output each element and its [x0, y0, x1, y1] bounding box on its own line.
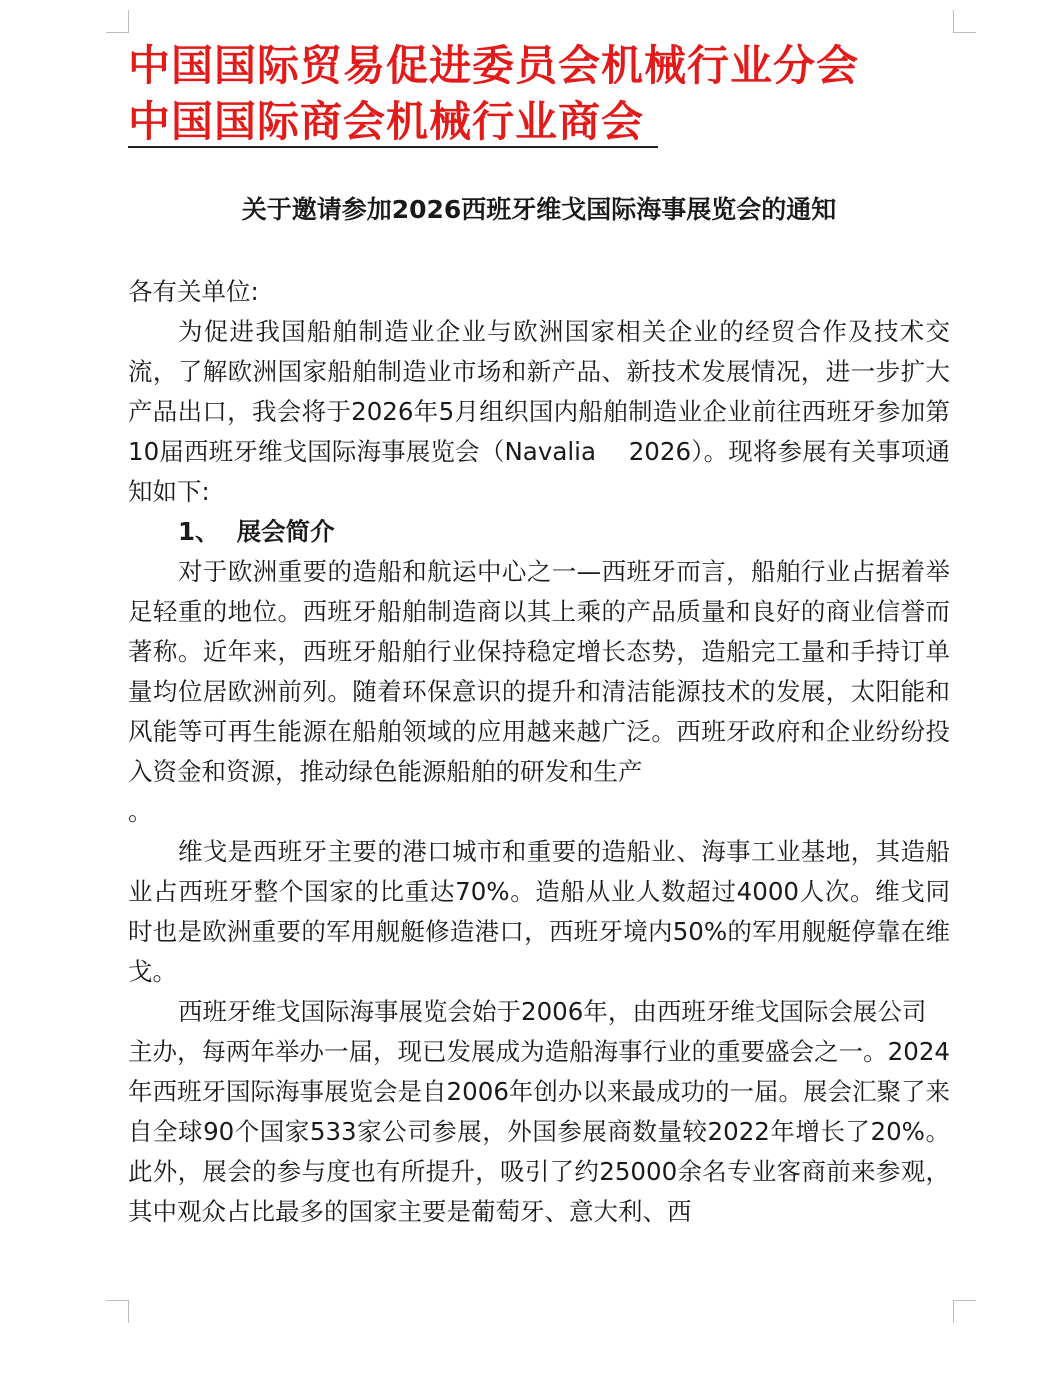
paragraph-1-tail: 。 [128, 797, 153, 826]
document-title: 关于邀请参加2026西班牙维戈国际海事展览会的通知 [241, 195, 837, 224]
crop-mark-bottom-right [953, 1300, 976, 1323]
intro-paragraph: 为促进我国船舶制造业企业与欧洲国家相关企业的经贸合作及技术交流，了解欧洲国家船舶制造业市场和新产品、新技术发展情况，进一步扩大产品出口，我会将于2026年5月组织国内船舶制造业企业前往西班牙参加第10届西班牙维戈国际海事展览会（Navalia 2026）。现将参展有关事项通知如下: [128, 317, 950, 506]
crop-mark-top-right [953, 10, 976, 33]
document-body [128, 272, 950, 1232]
letterhead-underline [128, 146, 658, 148]
letterhead-line-1: 中国国际贸易促进委员会机械行业分会 [128, 41, 860, 90]
paragraph-3-part-1: 西班牙维戈国际海事展览会始于2006年，由西班牙维戈国际会展公司 [178, 997, 927, 1026]
letterhead-line-2: 中国国际商会机械行业商会 [128, 97, 645, 146]
letterhead [128, 38, 928, 150]
salutation: 各有关单位: [128, 277, 259, 306]
paragraph-3-part-2: 主办，每两年举办一届，现已发展成为造船海事行业的重要盛会之一。2024年西班牙国际海事展览会是自2006年创办以来最成功的一届。展会汇聚了来自全球90个国家533家公司参展，外国参展商数量较2022年增长了20%。此外，展会的参与度也有所提升，吸引了约25000余名专业客商前来参观，其中观众占比最多的国家主要是葡萄牙、意大利、西 [128, 1037, 950, 1226]
section-1-title: 展会简介 [236, 517, 335, 546]
paragraph-1: 对于欧洲重要的造船和航运中心之一—西班牙而言，船舶行业占据着举足轻重的地位。西班牙船舶制造商以其上乘的产品质量和良好的商业信誉而著称。近年来，西班牙船舶行业保持稳定增长态势，造船完工量和手持订单量均位居欧洲前列。随着环保意识的提升和清洁能源技术的发展，太阳能和风能等可再生能源在船舶领域的应用越来越广泛。西班牙政府和企业纷纷投入资金和资源，推动绿色能源船舶的研发和生产 [128, 557, 950, 786]
section-1-heading [128, 512, 950, 552]
crop-mark-bottom-left [106, 1300, 129, 1323]
paragraph-2: 维戈是西班牙主要的港口城市和重要的造船业、海事工业基地，其造船业占西班牙整个国家的比重达70%。造船从业人数超过4000人次。维戈同时也是欧洲重要的军用舰艇修造港口，西班牙境内50%的军用舰艇停靠在维戈。 [128, 837, 950, 986]
crop-mark-top-left [106, 10, 129, 33]
section-1-number: 1、 [178, 517, 220, 546]
